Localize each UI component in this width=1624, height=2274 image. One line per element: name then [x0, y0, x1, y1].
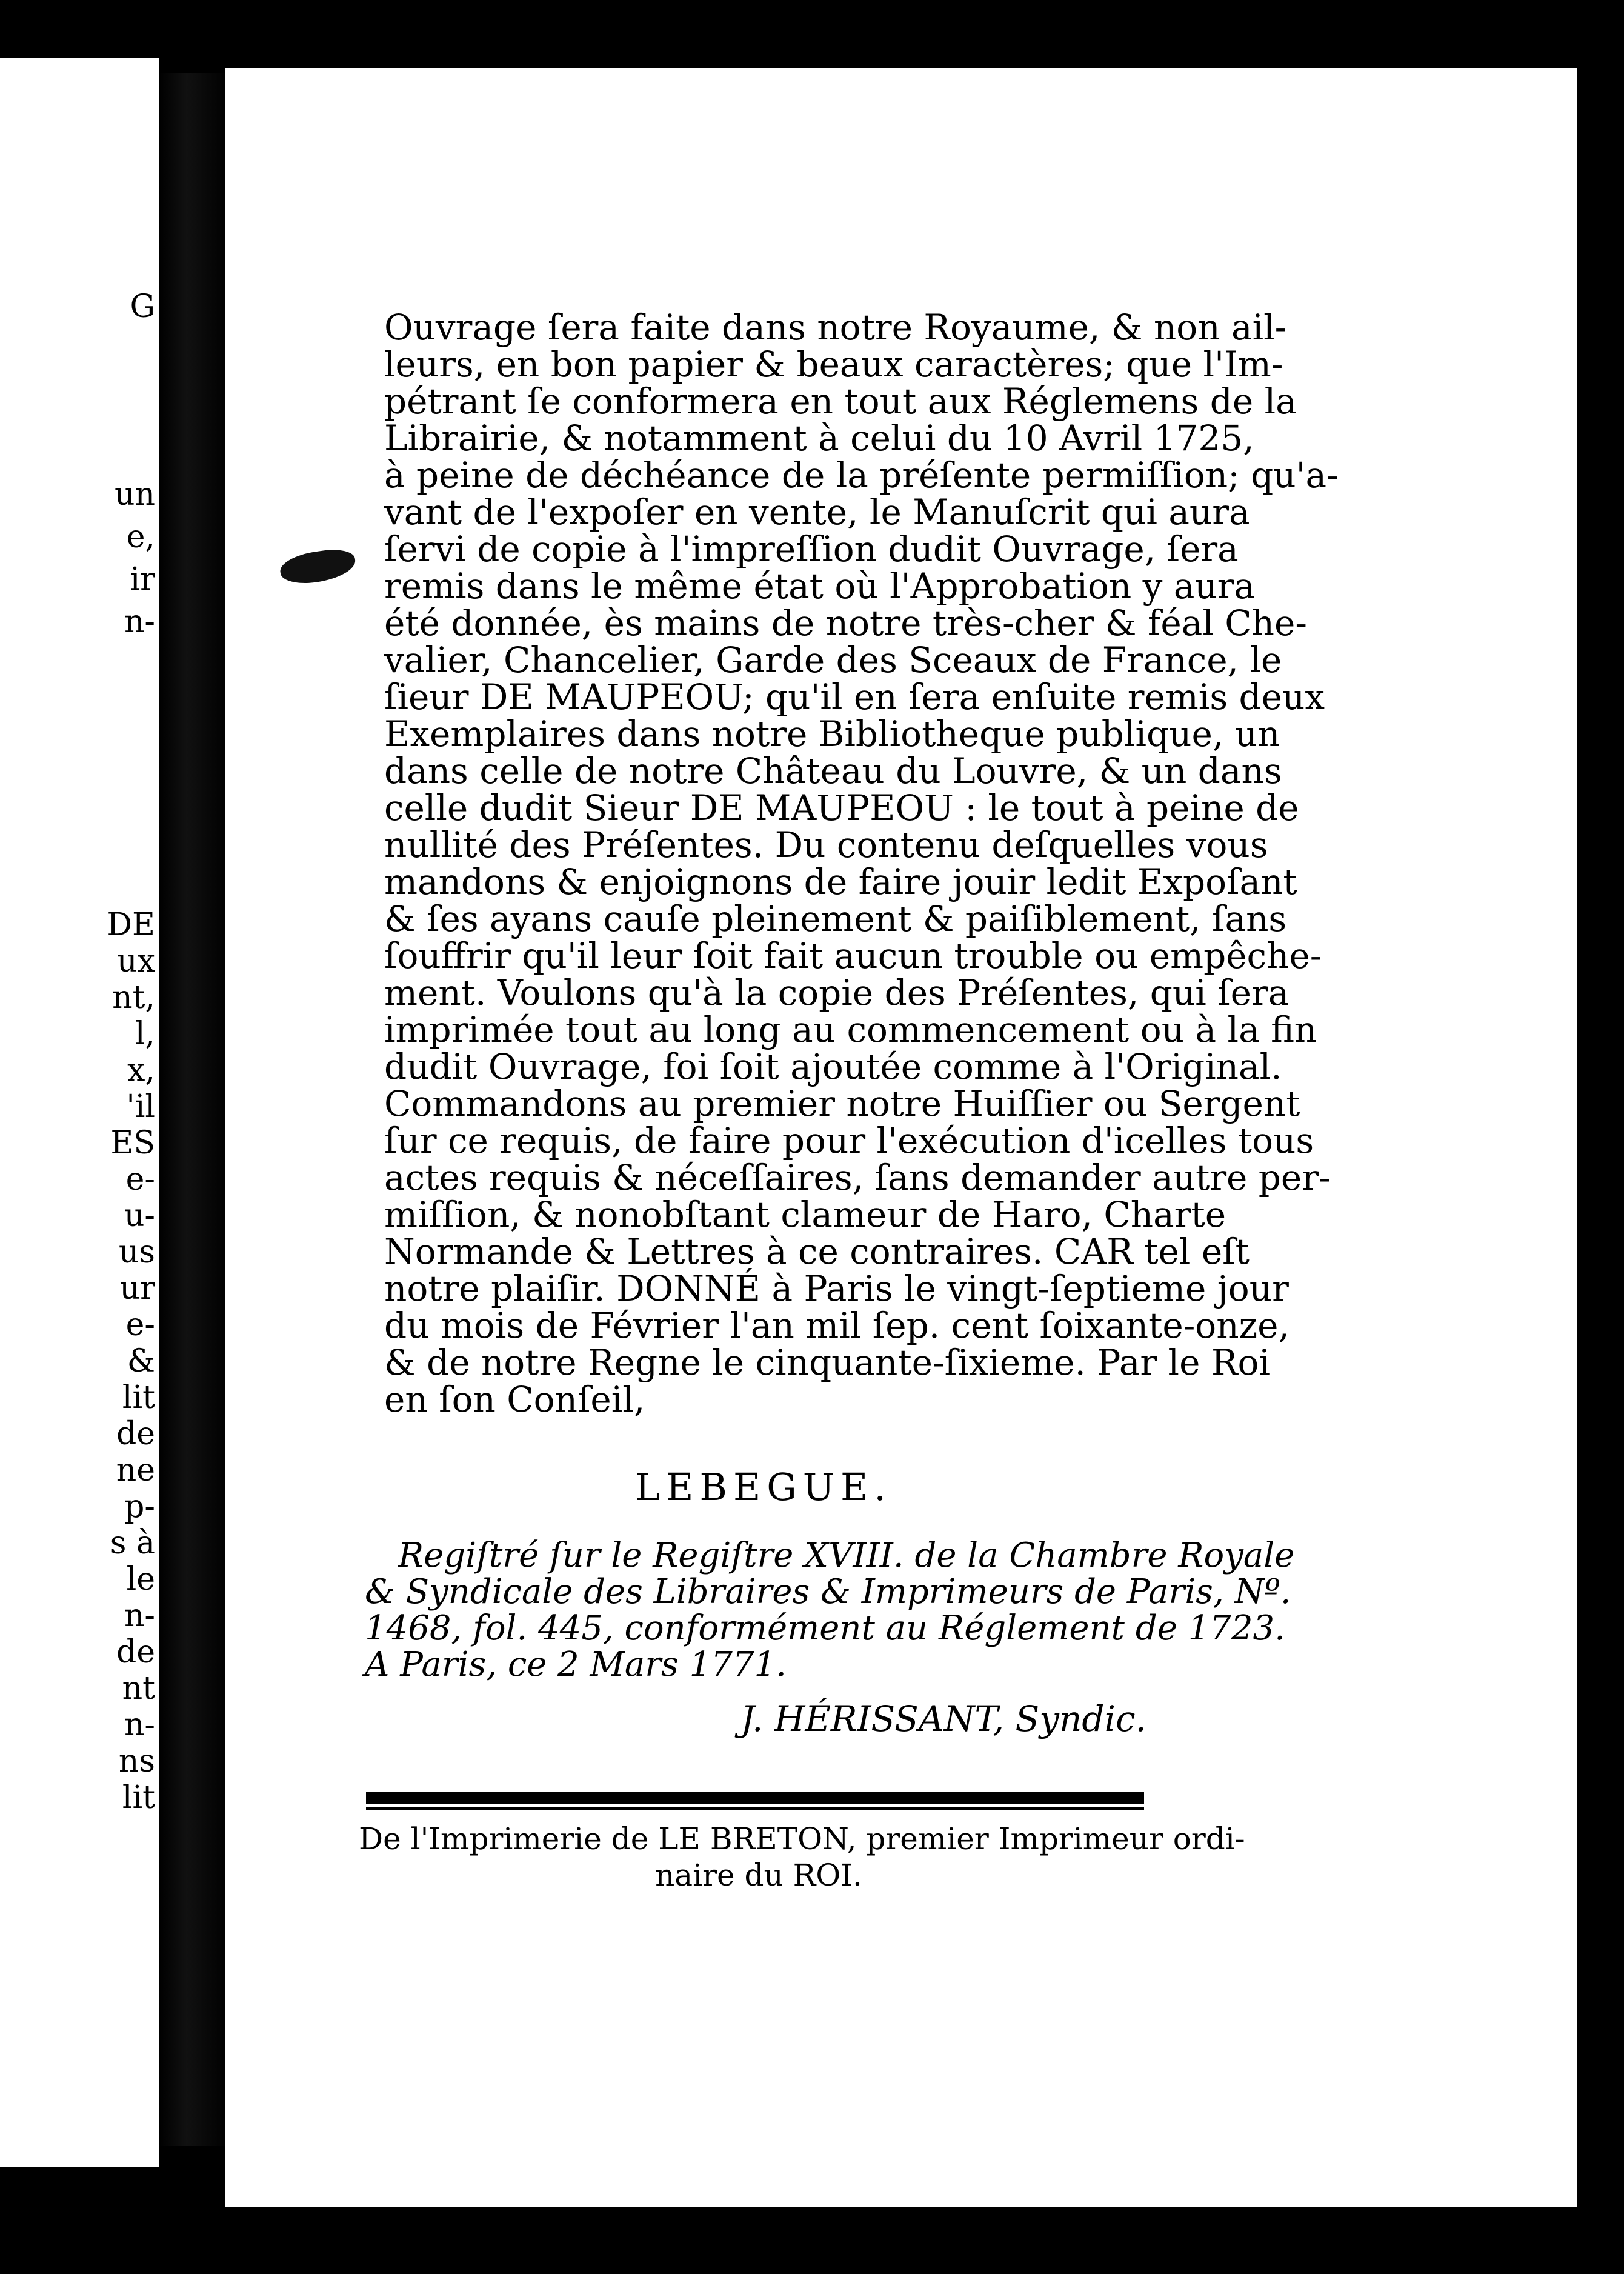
text-line: notre plaiſir. DONNÉ à Paris le vingt-ſeptieme jour [384, 1268, 1289, 1309]
registry-line: Regiſtré ſur le Regiſtre XVIII. de la Chambre Royale [398, 1536, 1295, 1575]
left-page-fragment: ns [118, 1743, 155, 1779]
left-page-fragment: un [115, 476, 155, 513]
text-line: ſur ce requis, de faire pour l'exécution d'icelles tous [384, 1120, 1314, 1161]
left-page-fragment: ir [130, 561, 155, 598]
text-line: Librairie, & notamment à celui du 10 Avril 1725, [384, 418, 1254, 459]
text-line: imprimée tout au long au commencement ou à la fin [384, 1009, 1317, 1050]
left-page-fragment: nt, [112, 979, 155, 1016]
syndic-signature: J. HÉRISSANT, Syndic. [740, 1698, 1146, 1739]
left-page-fragment: le [126, 1561, 155, 1598]
left-page-fragment: us [118, 1234, 155, 1270]
left-page-fragment: n- [124, 1707, 155, 1743]
left-page-fragment: n- [124, 604, 155, 640]
left-page-fragment: G [130, 288, 155, 325]
left-page-fragment: ur [119, 1270, 155, 1307]
left-page-fragment: ES [110, 1125, 155, 1161]
left-page-fragment: u- [124, 1198, 155, 1234]
left-page-fragment: l, [135, 1016, 155, 1052]
registry-line: 1468, fol. 445, conformément au Réglement de 1723. [365, 1609, 1285, 1648]
left-page-edge [0, 58, 159, 2167]
left-page-fragment: 'il [126, 1089, 155, 1125]
text-line: Exemplaires dans notre Bibliotheque publique, un [384, 713, 1280, 755]
left-page-fragment: ux [117, 943, 155, 979]
left-page-fragment: DE [107, 907, 155, 943]
text-line: mandons & enjoignons de faire jouir ledit Expoſant [384, 861, 1297, 902]
text-line: celle dudit Sieur DE MAUPEOU : le tout à peine de [384, 787, 1299, 829]
text-line: remis dans le même état où l'Approbation y aura [384, 565, 1256, 607]
text-line: actes requis & néceſſaires, ſans demander autre per- [384, 1157, 1331, 1198]
signature-lebegue: LEBEGUE. [635, 1465, 892, 1509]
text-line: Commandons au premier notre Huiſſier ou Sergent [384, 1083, 1300, 1124]
text-line: ſouffrir qu'il leur ſoit fait aucun trouble ou empêche- [384, 935, 1322, 976]
left-page-fragment: n- [124, 1598, 155, 1634]
text-line: ſieur DE MAUPEOU; qu'il en ſera enſuite remis deux [384, 676, 1325, 718]
text-line: Normande & Lettres à ce contraires. CAR tel eſt [384, 1231, 1250, 1272]
text-line: miſſion, & nonobſtant clameur de Haro, Charte [384, 1194, 1226, 1235]
left-page-fragment: de [116, 1634, 155, 1670]
margin-mark [1603, 194, 1616, 224]
left-page-fragment: lit [122, 1779, 155, 1816]
text-line: ment. Voulons qu'à la copie des Préſentes, qui ſera [384, 972, 1290, 1013]
left-page-fragment: ne [116, 1452, 155, 1489]
text-line: en ſon Conſeil, [384, 1379, 645, 1420]
left-page-fragment: x, [127, 1052, 155, 1089]
document-page [225, 68, 1577, 2207]
text-line: & ſes ayans cauſe pleinement & paiſiblement, ſans [384, 898, 1287, 939]
text-line: pétrant ſe conformera en tout aux Réglemens de la [384, 381, 1297, 422]
imprint-line: De l'Imprimerie de LE BRETON, premier Imprimeur ordi- [359, 1821, 1245, 1856]
text-line: à peine de déchéance de la préſente permiſſion; qu'a- [384, 455, 1339, 496]
registry-line: A Paris, ce 2 Mars 1771. [365, 1645, 787, 1684]
left-page-fragment: e- [125, 1161, 155, 1198]
text-line: ſervi de copie à l'impreſſion dudit Ouvrage, ſera [384, 528, 1239, 570]
text-line: & de notre Regne le cinquante-ſixieme. Par le Roi [384, 1342, 1271, 1383]
text-line: été donnée, ès mains de notre très-cher & féal Che- [384, 602, 1307, 644]
left-page-fragment: s à [110, 1525, 155, 1561]
left-page-fragment: & [127, 1343, 155, 1379]
left-page-fragment: de [116, 1416, 155, 1452]
imprint-line: naire du ROI. [655, 1858, 862, 1893]
left-page-fragment: nt [122, 1670, 155, 1707]
left-page-fragment: lit [122, 1379, 155, 1416]
text-line: dudit Ouvrage, foi ſoit ajoutée comme à l'Original. [384, 1046, 1282, 1087]
registry-note [365, 1536, 1295, 1684]
text-line: dans celle de notre Château du Louvre, & un dans [384, 750, 1282, 792]
printer-imprint [359, 1821, 1245, 1893]
left-page-fragment: e- [125, 1307, 155, 1343]
privilege-text [384, 307, 1339, 1420]
divider-rule [366, 1792, 1144, 1804]
text-line: Ouvrage ſera faite dans notre Royaume, & non ail- [384, 307, 1287, 348]
left-page-fragment: e, [126, 519, 155, 555]
registry-line: & Syndicale des Libraires & Imprimeurs de Paris, Nº. [365, 1572, 1291, 1612]
left-page-fragment: p- [124, 1489, 155, 1525]
text-line: nullité des Préſentes. Du contenu deſquelles vous [384, 824, 1268, 865]
text-line: vant de l'expoſer en vente, le Manuſcrit qui aura [384, 492, 1250, 533]
text-line: valier, Chancelier, Garde des Sceaux de France, le [384, 639, 1282, 681]
book-gutter [159, 73, 228, 2146]
text-line: du mois de Février l'an mil ſep. cent ſoixante-onze, [384, 1305, 1290, 1346]
text-line: leurs, en bon papier & beaux caractères; que l'Im- [384, 344, 1283, 385]
